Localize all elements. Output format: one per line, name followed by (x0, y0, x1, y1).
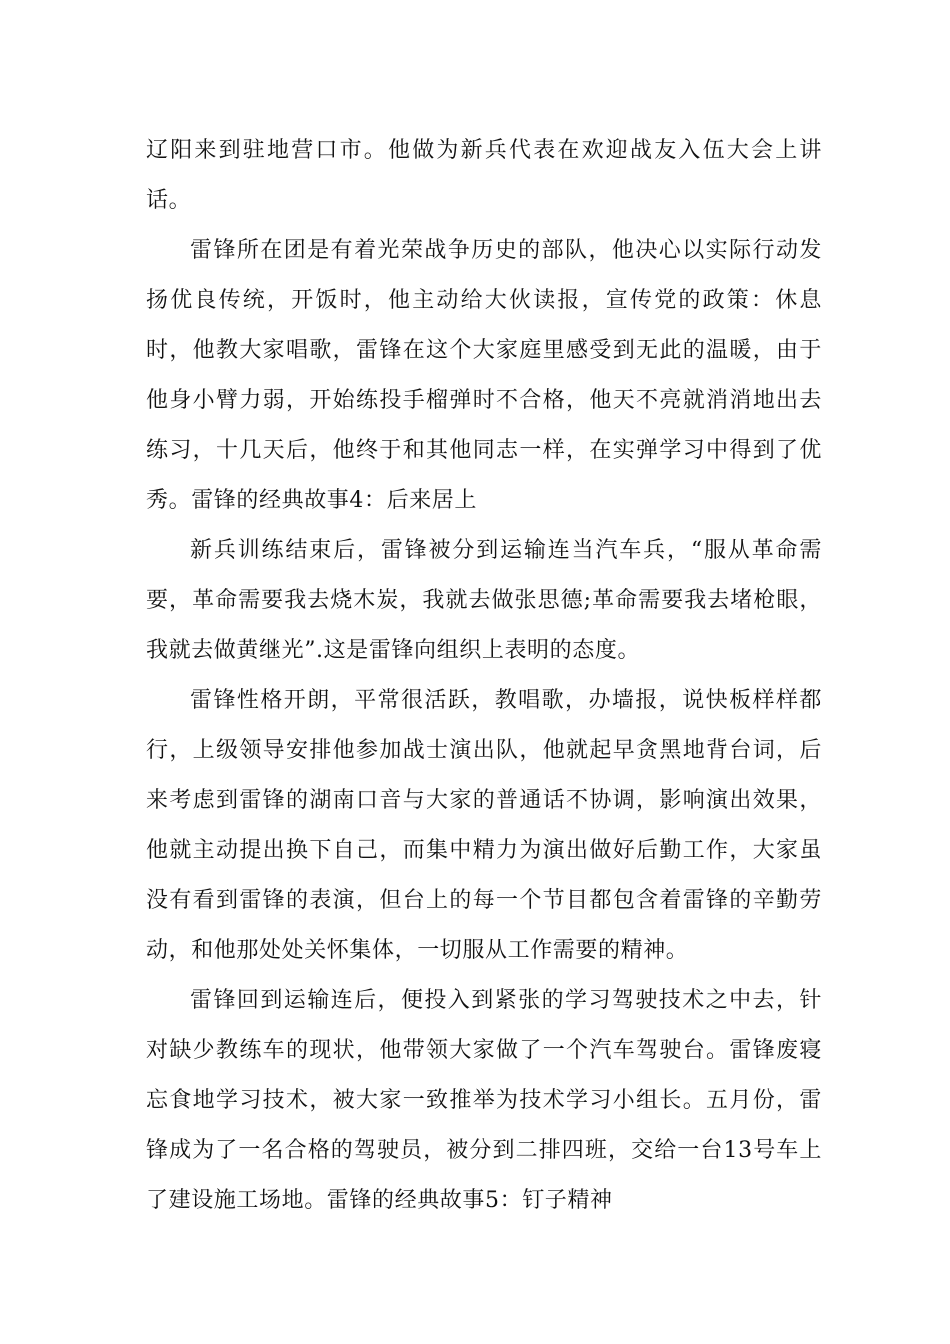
paragraph-5: 雷锋回到运输连后，便投入到紧张的学习驾驶技术之中去，针对缺少教练车的现状，他带领大家做了一个汽车驾驶台。雷锋废寝忘食地学习技术，被大家一致推举为技术学习小组长。五月份，雷锋成为了一名合格的驾驶员，被分到二排四班，交给一台13号车上了建设施工场地。雷锋的经典故事5：钉子精神 (146, 988, 822, 1213)
paragraph-block-1 (146, 126, 822, 226)
paragraph-3: 新兵训练结束后，雷锋被分到运输连当汽车兵，“服从革命需要，革命需要我去烧木炭，我就去做张思德;革命需要我去堵枪眼，我就去做黄继光”.这是雷锋向组织上表明的态度。 (146, 538, 822, 663)
paragraph-1: 辽阳来到驻地营口市。他做为新兵代表在欢迎战友入伍大会上讲话。 (146, 138, 822, 213)
paragraph-block-main (146, 226, 822, 1226)
paragraph-4: 雷锋性格开朗，平常很活跃，教唱歌，办墙报，说快板样样都行，上级领导安排他参加战士演出队，他就起早贪黑地背台词，后来考虑到雷锋的湖南口音与大家的普通话不协调，影响演出效果，他就主动提出换下自己，而集中精力为演出做好后勤工作，大家虽没有看到雷锋的表演，但台上的每一个节目都包含着雷锋的辛勤劳动，和他那处处关怀集体，一切服从工作需要的精神。 (146, 688, 822, 963)
paragraph-2: 雷锋所在团是有着光荣战争历史的部队，他决心以实际行动发扬优良传统，开饭时，他主动给大伙读报，宣传党的政策：休息时，他教大家唱歌，雷锋在这个大家庭里感受到无此的温暖，由于他身小臂力弱，开始练投手榴弹时不合格，他天不亮就消消地出去练习，十几天后，他终于和其他同志一样，在实弹学习中得到了优秀。雷锋的经典故事4：后来居上 (146, 238, 822, 513)
